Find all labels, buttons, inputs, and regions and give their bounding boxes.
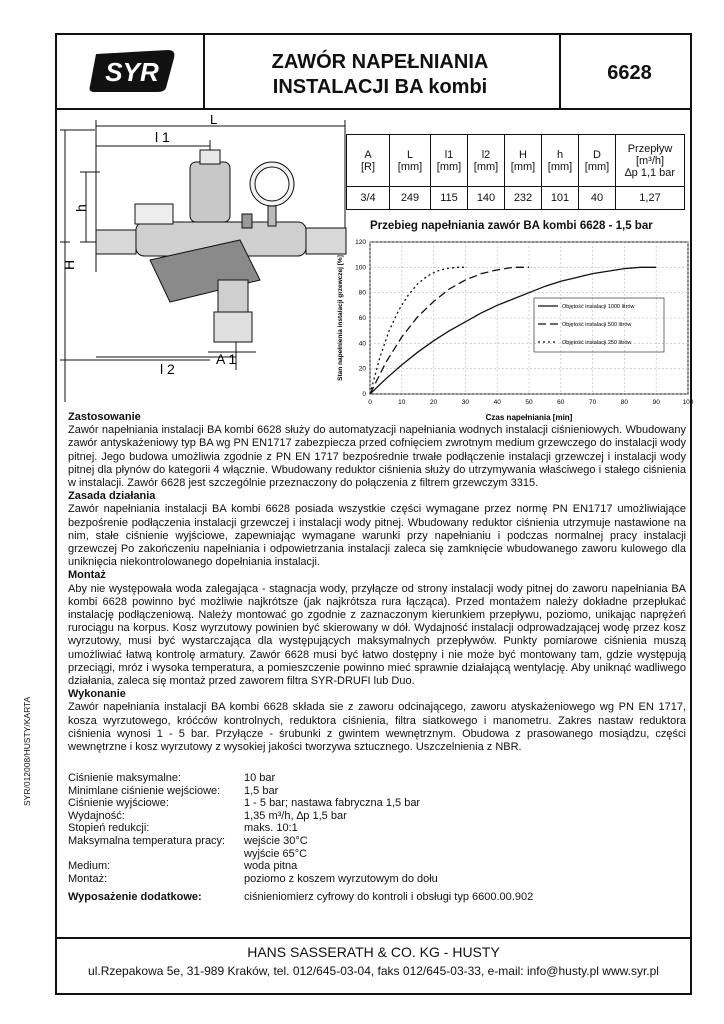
header-divider-left bbox=[203, 33, 205, 110]
spec-value: 1,27 bbox=[616, 187, 685, 210]
dim-label-A: A 1 bbox=[216, 351, 237, 367]
x-tick-label: 30 bbox=[461, 399, 470, 406]
dim-label-l2: l 2 bbox=[160, 361, 175, 377]
spec-value: 115 bbox=[431, 187, 468, 210]
dim-label-H: H bbox=[61, 259, 77, 270]
section-heading: Zasada działania bbox=[68, 490, 156, 503]
x-tick-label: 40 bbox=[493, 399, 501, 406]
syr-logo bbox=[88, 48, 178, 94]
footer-company: HANS SASSERATH & CO. KG - HUSTY bbox=[247, 944, 500, 960]
y-tick-label: 20 bbox=[358, 365, 366, 373]
x-tick-label: 20 bbox=[429, 399, 438, 406]
y-tick-label: 60 bbox=[358, 315, 366, 322]
x-tick-label: 100 bbox=[682, 399, 694, 406]
dim-label-l1: l 1 bbox=[155, 129, 170, 145]
spec-value: 232 bbox=[505, 187, 542, 210]
x-tick-label: 0 bbox=[368, 399, 372, 406]
x-tick-label: 50 bbox=[525, 399, 533, 406]
title-line-1: ZAWÓR NAPEŁNIANIA bbox=[271, 51, 489, 73]
page-title bbox=[210, 50, 550, 100]
footer-address: ul.Rzepakowa 5e, 31-989 Kraków, tel. 012/645-03-04, faks 012/645-03-33, e-mail: info@husty.pl www.syr.pl bbox=[88, 964, 659, 978]
section-heading: Zastosowanie bbox=[68, 411, 141, 423]
logo-text: SYR bbox=[105, 57, 159, 87]
chart-title: Przebieg napełniania zawór BA kombi 6628 - 1,5 bar bbox=[370, 220, 653, 232]
y-tick-label: 0 bbox=[362, 391, 366, 398]
spec-header-A: A [R] bbox=[347, 135, 390, 187]
spec-header-h: h [mm] bbox=[542, 135, 579, 187]
x-tick-label: 90 bbox=[652, 399, 660, 406]
section-body: Zawór napełniania instalacji BA kombi 6628 posiada wszystkie części wymagane przez normę PN EN1717 umożliwiające bezpośrenie podłączenia instalacji grzewczej i instalacji wody pitnej. Wbudowany reduktor ciśnienia utrzymuje nastawione na nim, stałe ciśnienie wyjściowe, zapewniając wymagane warunki przy napełnianiu i podczas normalnej pracy instalacji grzewczej Po zakończeniu napełniania i odpowietrzania instalacji zaleca się zamknięcie wbudowanego zaworu kulowego dla uniknięcia niekontrolowanego dopełniania instalacji. bbox=[68, 503, 686, 569]
x-tick-label: 80 bbox=[620, 399, 629, 406]
spec-header-H: H [mm] bbox=[505, 135, 542, 187]
legend-label: Objętość instalacji 1000 litrów bbox=[562, 304, 635, 310]
section-heading: Montaż bbox=[68, 569, 106, 582]
y-tick-label: 40 bbox=[358, 340, 366, 348]
spec-value: 40 bbox=[579, 187, 616, 210]
title-line-2: INSTALACJI BA kombi bbox=[272, 76, 488, 98]
dim-label-L: L bbox=[210, 112, 218, 127]
section-body: Aby nie występowała woda zalegająca - stagnacja wody, przyłącze od strony instalacji wody pitnej do zaworu napełniania BA kombi 6628 powinno być możliwie najkrótsze (jak najkrótsza rura łącząca). Przed montażem należy dokładne przepłukać instalację podłączeniową. Należy montować go zgodnie z zaznaczonym kierunkiem przepływu, poziomo, unikając naprężeń rurociągu na korpus. Kosz wyrzutowy powinien być skierowany w dół. Wydajność instalacji odprowadzającej wodę przez kosz wyrzutowy, musi być wystarczająca dla występujących maksymalnych przepływów. Punkty pomiarowe ciśnienia muszą umożliwiać łatwą kontrolę armatury. Zawór 6628 musi być łatwo dostępny i nie może być montowany tam, gdzie występują przeciągi, mróz i wysoka temperatura, a pomieszczenie powinno mieć sprawnie działającą wentylację. Aby uniknąć wadliwego działania, zaleca się montaż przed zaworem filtra SYR-DRUFI lub Duo. bbox=[68, 582, 686, 688]
y-tick-label: 80 bbox=[358, 289, 366, 297]
spec-table bbox=[346, 134, 685, 210]
y-axis-label: Stan napełnienia instalacji grzewczej [%] bbox=[337, 255, 344, 381]
x-tick-label: 10 bbox=[398, 399, 406, 406]
spec-value: 249 bbox=[390, 187, 431, 210]
x-axis-label: Czas napełniania [min] bbox=[485, 413, 573, 422]
x-tick-label: 70 bbox=[588, 399, 597, 406]
y-tick-label: 100 bbox=[355, 264, 366, 272]
section-body: Zawór napełniania instalacji BA kombi 6628 służy do automatyzacji napełniania wodnych instalacji ciśnieniowych. Wbudowany zawór antyskażeniowy typ BA wg PN EN1717 zabezpiecza przed cofnięciem zwrotnym medium grzewczego do instalacji wody pitnej. Jego budowa umożliwia zgodnie z PN EN 1717 bezpośrednie trwałe podłączenie instalacji grzewczej i instalacji wody pitnej dla płynów do kategorii 4 włącznie. Wbudowany reduktor ciśnienia służy do utrzymywania właściwego i stałego ciśnienia w instalacji. Zawór 6628 jest szczególnie przeznaczony do połączenia z filtrem grzewczym 3315. bbox=[68, 424, 686, 490]
header-divider-right bbox=[559, 33, 561, 110]
spec-header-D: D [mm] bbox=[579, 135, 616, 187]
spec-header-l1: l1 [mm] bbox=[431, 135, 468, 187]
product-code: 6628 bbox=[607, 62, 652, 84]
spec-value: 3/4 bbox=[347, 187, 390, 210]
legend-label: Objętość instalacji 500 litrów bbox=[562, 322, 632, 328]
spec-value: 140 bbox=[468, 187, 505, 210]
description-text bbox=[68, 411, 686, 754]
filling-chart bbox=[330, 236, 695, 422]
x-tick-label: 60 bbox=[557, 399, 565, 406]
section-heading: Wykonanie bbox=[68, 688, 126, 701]
dim-label-h: h bbox=[73, 204, 89, 212]
section-body: Zawór napełniania instalacji BA kombi 6628 składa sie z zaworu odcinającego, zaworu atyskażeniowego wg PN EN 1717, kosza wyrzutowego, króćców kontrolnych, reduktora ciśnienia, filtra siatkowego i manometru. Zakres nastaw reduktora ciśnienia wynosi 1 - 5 bar. Przyłącze - śrubunki z gwintem wewnętrznym. Obudowa z prasowanego mosiądzu, części wewnętrzne i kosz wyrzutowy z wysokiej jakości tworzywa sztucznego. Uszczelnienia z NBR. bbox=[68, 701, 686, 754]
legend-label: Objętość instalacji 250 litrów bbox=[562, 340, 632, 346]
spec-header-L: L [mm] bbox=[390, 135, 431, 187]
spec-header-flow: Przepływ [m³/h] ∆p 1,1 bar bbox=[616, 135, 685, 187]
spec-value: 101 bbox=[542, 187, 579, 210]
footer-divider bbox=[55, 937, 692, 939]
side-reference: SYR/012008/HUSTY/KARTA bbox=[22, 696, 32, 806]
y-tick-label: 120 bbox=[355, 239, 366, 246]
spec-header-l2: l2 [mm] bbox=[468, 135, 505, 187]
header-divider-bottom bbox=[55, 108, 692, 110]
valve-drawing bbox=[60, 112, 350, 410]
